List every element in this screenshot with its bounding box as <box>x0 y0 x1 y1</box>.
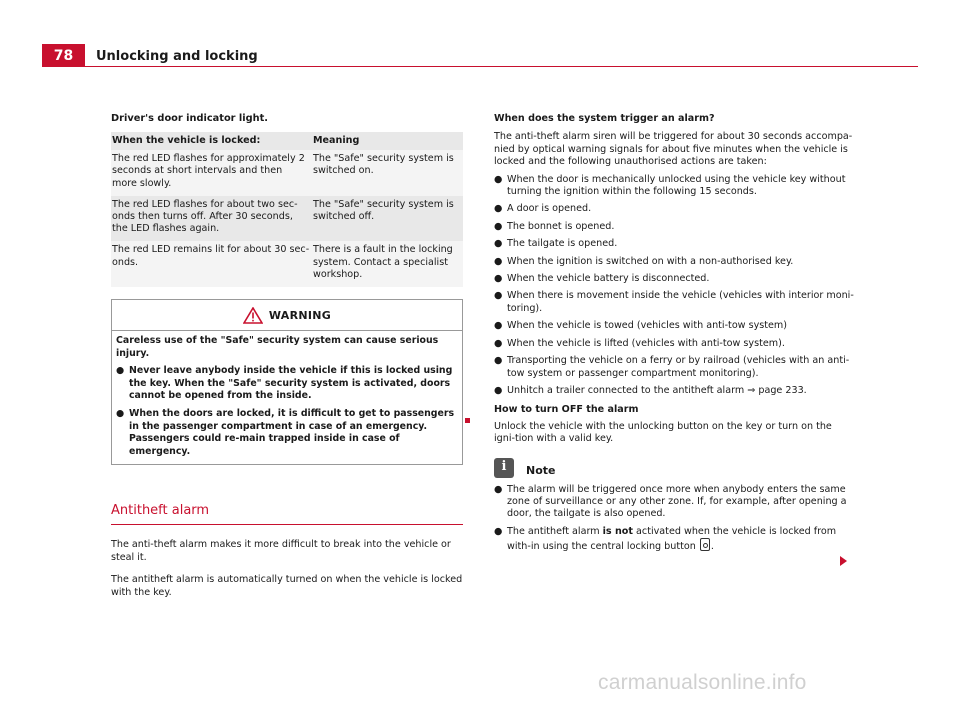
paragraph: The anti-theft alarm makes it more difficult to break into the vehicle or steal it. <box>111 539 451 563</box>
note-title: Note <box>526 464 556 478</box>
bullet-icon: ● <box>494 290 503 302</box>
list-item <box>494 221 854 233</box>
indicator-label: Driver's door indicator light. <box>111 113 269 124</box>
list-item <box>494 526 854 554</box>
warning-header <box>112 300 462 331</box>
list-item-text: When the vehicle is lifted (vehicles with anti-tow system). <box>507 337 785 349</box>
continue-arrow-icon <box>840 556 847 566</box>
list-item <box>494 320 854 332</box>
bullet-icon: ● <box>494 203 503 215</box>
note-text: The antitheft alarm <box>507 525 603 537</box>
note-item: The alarm will be triggered once more when anybody enters the same zone of surveillance or any other zone. If, for example, after opening a door, the tailgate is also opened. <box>507 483 847 520</box>
table-header-cell: When the vehicle is locked: <box>111 132 312 150</box>
warning-title: WARNING <box>268 309 332 323</box>
note-item <box>507 526 854 554</box>
table-row <box>111 241 463 287</box>
warning-lead: Careless use of the "Safe" security system can cause serious injury. <box>116 335 439 359</box>
table-cell: There is a fault in the locking system. Contact a specialist workshop. <box>312 241 463 287</box>
left-column <box>111 113 463 599</box>
warning-box <box>111 299 463 465</box>
list-item-text: The tailgate is opened. <box>507 238 618 250</box>
list-item <box>116 365 457 403</box>
bullet-icon: ● <box>494 384 503 396</box>
list-item <box>494 338 854 350</box>
list-item <box>494 385 854 397</box>
lock-button-icon <box>700 538 710 551</box>
list-item <box>494 238 854 250</box>
list-item <box>494 256 854 268</box>
bullet-icon: ● <box>494 173 503 185</box>
table-header-row <box>111 132 463 150</box>
paragraph: The anti-theft alarm siren will be triggered for about 30 seconds accompa-nied by optical warning signals for about five minutes when the vehicle is locked and the following unauthorised actions are taken: <box>494 131 853 168</box>
list-item-text: When the vehicle is towed (vehicles with anti-tow system) <box>507 320 788 332</box>
list-item <box>494 273 854 285</box>
right-column <box>494 113 854 554</box>
bullet-icon: ● <box>494 273 503 285</box>
bullet-icon: ● <box>116 408 125 419</box>
list-item <box>494 355 854 380</box>
bullet-icon: ● <box>494 220 503 232</box>
section-heading: Antitheft alarm <box>111 503 463 525</box>
list-item-text: When there is movement inside the vehicle (vehicles with interior moni-toring). <box>507 290 854 314</box>
table-cell: The red LED flashes for approximately 2 seconds at short intervals and then more slowly. <box>111 150 312 196</box>
trigger-list <box>494 174 854 398</box>
note-text: . <box>710 541 714 553</box>
list-item-text: When the door is mechanically unlocked using the vehicle key without turning the ignition within the following 15 seconds. <box>507 173 846 198</box>
list-item <box>494 484 854 521</box>
table-cell: The red LED remains lit for about 30 sec-onds. <box>111 241 312 287</box>
table-row <box>111 150 463 196</box>
table-cell: The red LED flashes for about two sec-onds then turns off. After 30 seconds, the LED flashes again. <box>111 196 312 242</box>
bullet-icon: ● <box>494 525 503 537</box>
warning-item: Never leave anybody inside the vehicle if this is locked using the key. When the "Safe" security system is activated, doors cannot be opened from the inside. <box>129 365 453 402</box>
bullet-icon: ● <box>494 320 503 332</box>
end-marker <box>465 418 470 423</box>
list-item-text: When the vehicle battery is disconnected. <box>507 273 710 285</box>
list-item <box>494 290 854 315</box>
bullet-icon: ● <box>494 238 503 250</box>
page-title: Unlocking and locking <box>96 49 258 64</box>
subheading: When does the system trigger an alarm? <box>494 113 715 124</box>
list-item <box>494 174 854 199</box>
list-item-text: Transporting the vehicle on a ferry or by railroad (vehicles with an anti-tow system or passenger compartment monitoring). <box>507 355 850 379</box>
list-item-text: When the ignition is switched on with a non-authorised key. <box>507 255 794 267</box>
note-text: activated when the vehicle is locked from with-in using the central locking button <box>507 525 837 553</box>
header-rule <box>85 66 918 67</box>
bullet-icon: ● <box>494 255 503 267</box>
list-item-text: The bonnet is opened. <box>507 220 615 232</box>
paragraph: The antitheft alarm is automatically turned on when the vehicle is locked with the key. <box>111 574 463 598</box>
list-item <box>494 203 854 215</box>
paragraph: Unlock the vehicle with the unlocking button on the key or turn on the igni-tion with a valid key. <box>494 420 832 445</box>
table-cell: The "Safe" security system is switched off. <box>312 196 463 242</box>
indicator-table <box>111 132 463 287</box>
list-item <box>116 408 457 458</box>
warning-item: When the doors are locked, it is difficult to get to passengers in the passenger compartment in case of an emergency. Passengers could re-main trapped inside in case of emergency. <box>129 408 455 457</box>
warning-body <box>112 331 462 464</box>
bullet-icon: ● <box>494 483 503 495</box>
list-item-text: Unhitch a trailer connected to the antitheft alarm ⇒ page 233. <box>507 384 807 396</box>
bullet-icon: ● <box>116 365 125 377</box>
table-cell: The "Safe" security system is switched on. <box>312 150 463 196</box>
page-number: 78 <box>42 44 85 67</box>
bullet-icon: ● <box>494 355 503 367</box>
subheading: How to turn OFF the alarm <box>494 404 639 416</box>
note-emphasis: is not <box>602 525 633 537</box>
table-row <box>111 196 463 242</box>
bullet-icon: ● <box>494 337 503 349</box>
warning-triangle-icon <box>243 307 263 324</box>
note-header <box>494 458 854 478</box>
info-icon: i <box>494 458 514 478</box>
list-item-text: A door is opened. <box>507 203 592 215</box>
watermark: carmanualsonline.info <box>598 671 807 694</box>
table-header-cell: Meaning <box>312 132 463 150</box>
